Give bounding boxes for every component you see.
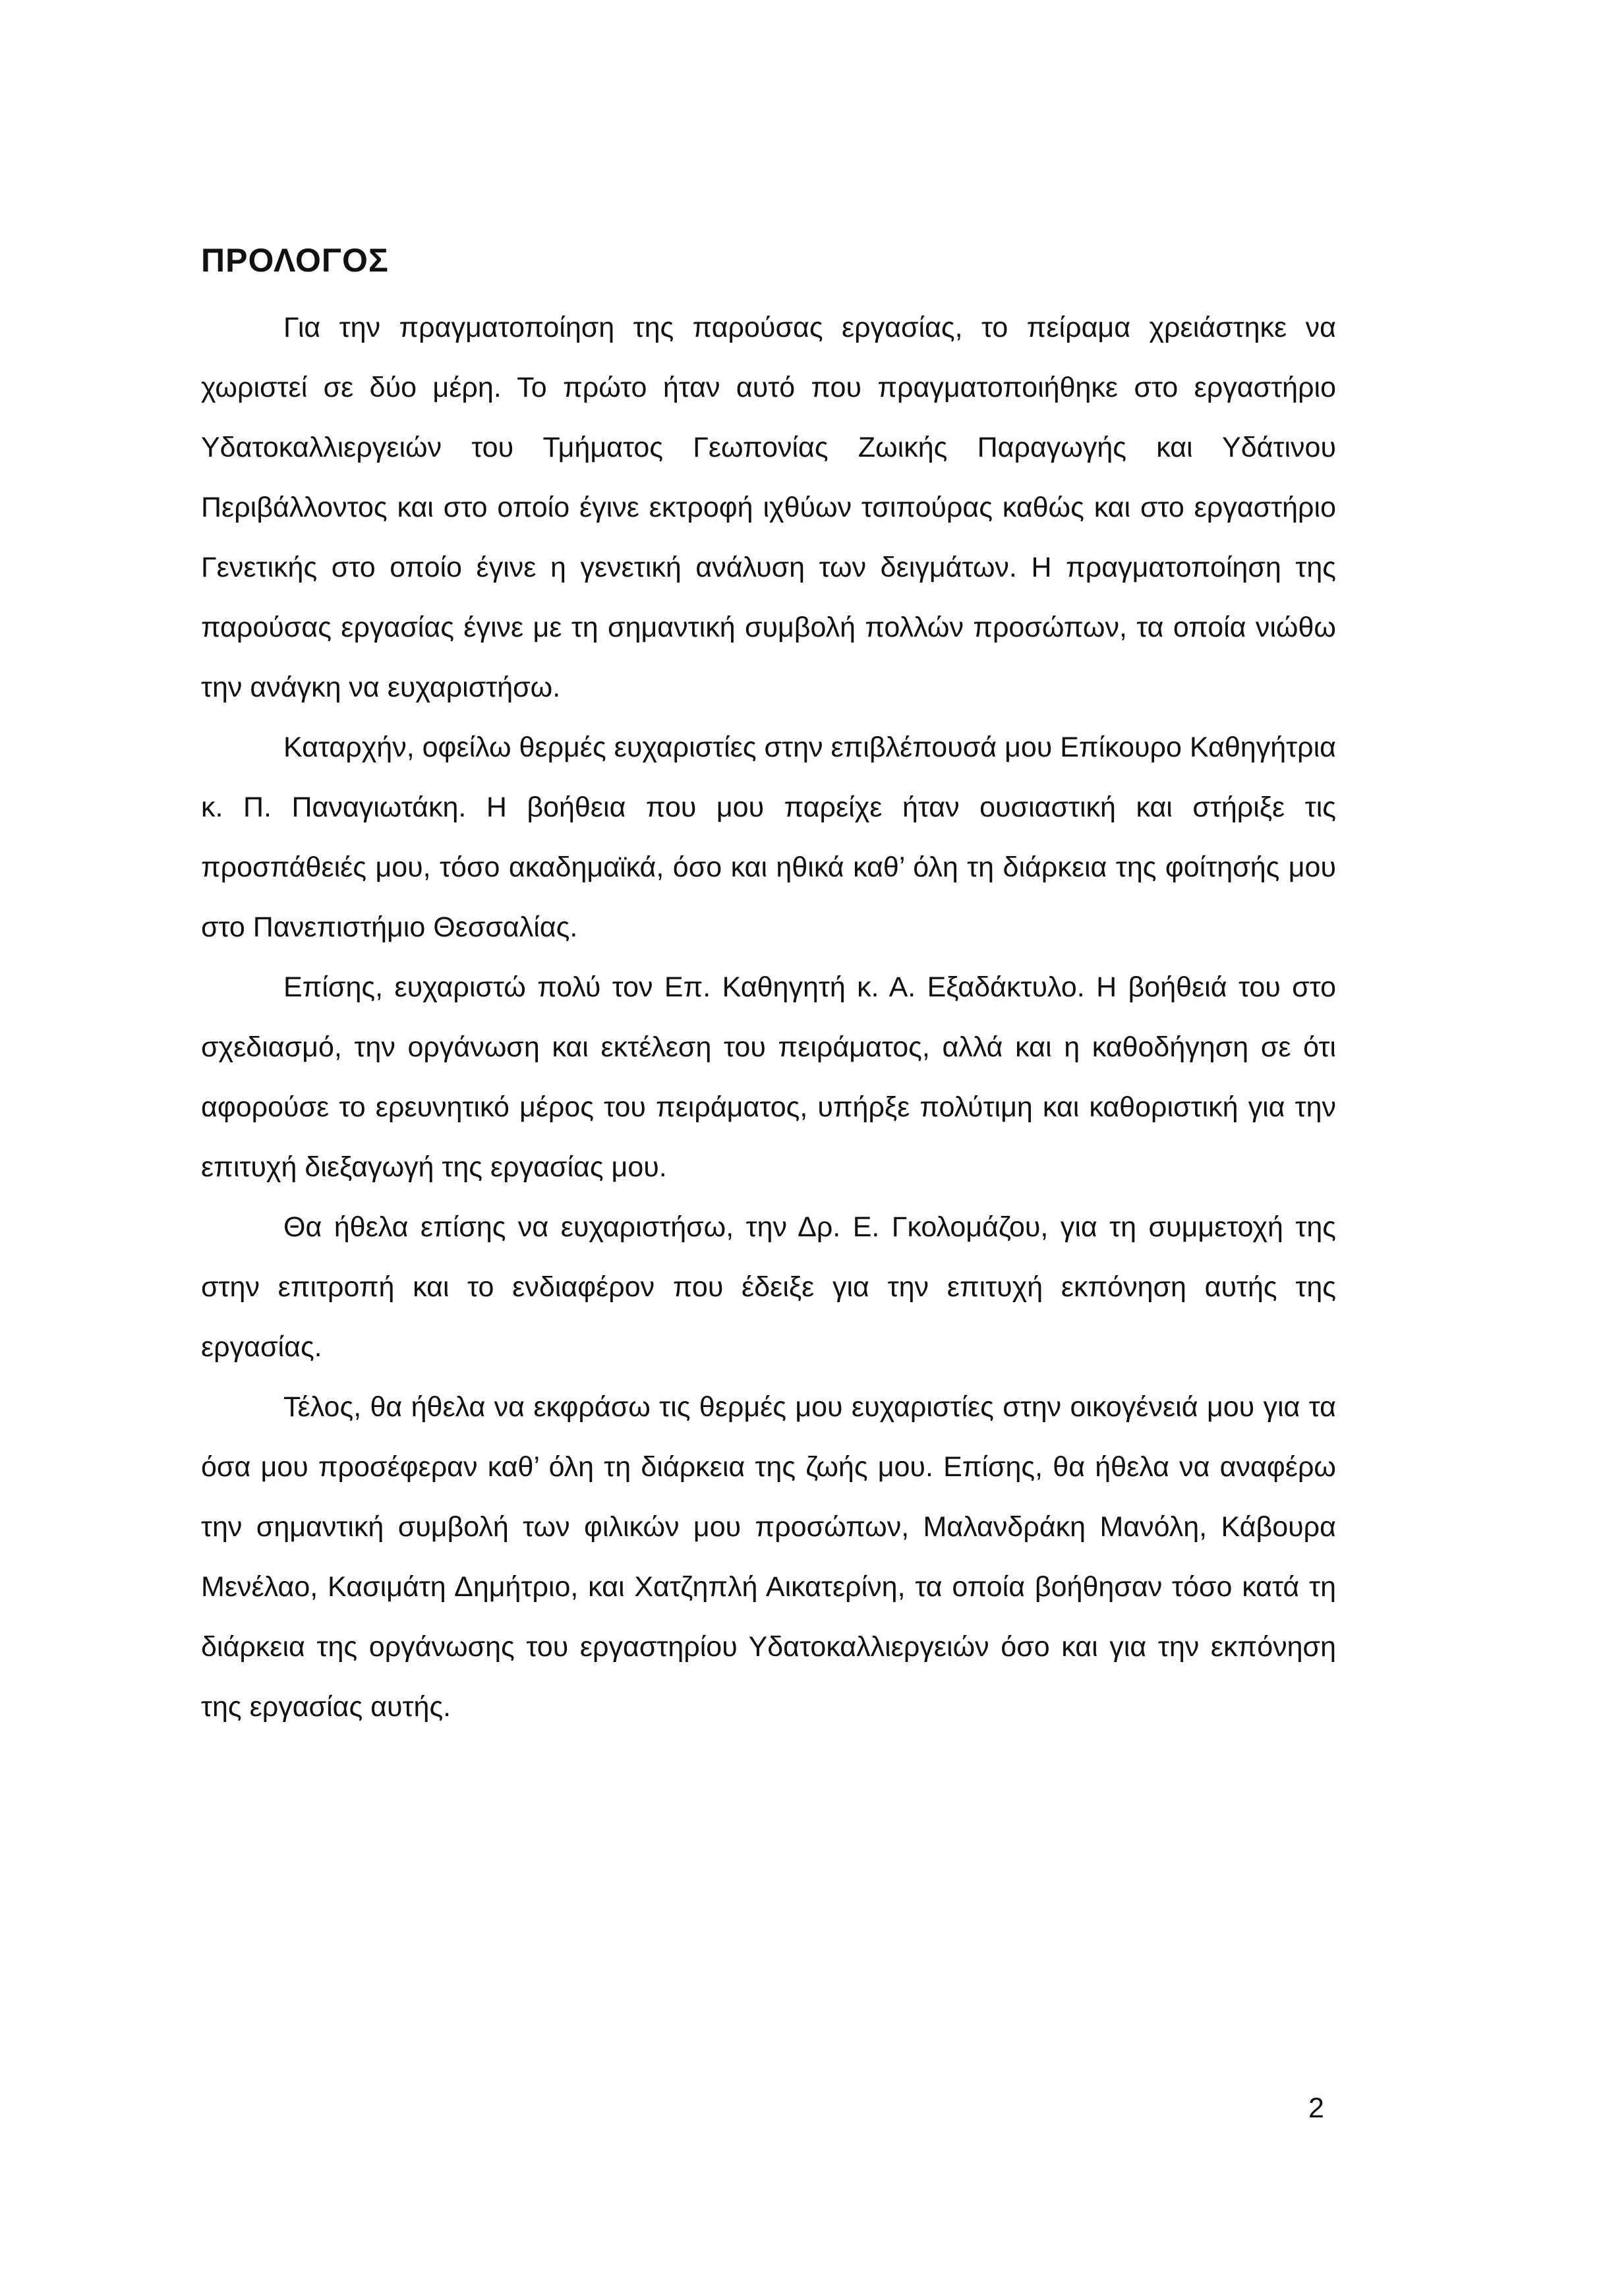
page-number: 2 [1308,2092,1324,2124]
paragraph-family-friends-thanks: Τέλος, θα ήθελα να εκφράσω τις θερμές μου ευχαριστίες στην οικογένειά μου για τα όσα μου προσέφεραν καθ’ όλη τη διάρκεια της ζωής μου. Επίσης, θα ήθελα να αναφέρω την σημαντική συμβολή των φιλικών μου προσώπων, Μαλανδράκη Μανόλη, Κάβουρα Μενέλαο, Κασιμάτη Δημήτριο, και Χατζηπλή Αικατερίνη, τα οποία βοήθησαν τόσο κατά τη διάρκεια της οργάνωσης του εργαστηρίου Υδατοκαλλιεργειών όσο και για την εκπόνηση της εργασίας αυτής. [201,1391,1336,1723]
section-heading: ΠΡΟΛΟΓΟΣ [201,242,389,279]
paragraph-supervisor-thanks: Καταρχήν, οφείλω θερμές ευχαριστίες στην επιβλέπουσά μου Επίκουρο Καθηγήτρια κ. Π. Παναγιωτάκη. Η βοήθεια που μου παρείχε ήταν ουσιαστική και στήριξε τις προσπάθειές μου, τόσο ακαδημαϊκά, όσο και ηθικά καθ’ όλη τη διάρκεια της φοίτησής μου στο Πανεπιστήμιο Θεσσαλίας. [201,732,1336,943]
paragraph-committee-thanks: Θα ήθελα επίσης να ευχαριστήσω, την Δρ. Ε. Γκολομάζου, για τη συμμετοχή της στην επιτροπή και το ενδιαφέρον που έδειξε για την επιτυχή εκπόνηση αυτής της εργασίας. [201,1211,1336,1363]
paragraph-intro: Για την πραγματοποίηση της παρούσας εργασίας, το πείραμα χρειάστηκε να χωριστεί σε δύο μέρη. Το πρώτο ήταν αυτό που πραγματοποιήθηκε στο εργαστήριο Υδατοκαλλιεργειών του Τμήματος Γεωπονίας Ζωικής Παραγωγής και Υδάτινου Περιβάλλοντος και στο οποίο έγινε εκτροφή ιχθύων τσιπούρας καθώς και στο εργαστήριο Γενετικής στο οποίο έγινε η γενετική ανάλυση των δειγμάτων. Η πραγματοποίηση της παρούσας εργασίας έγινε με τη σημαντική συμβολή πολλών προσώπων, τα οποία νιώθω την ανάγκη να ευχαριστήσω. [201,312,1336,703]
paragraph-professor-thanks: Επίσης, ευχαριστώ πολύ τον Επ. Καθηγητή κ. Α. Εξαδάκτυλο. Η βοήθειά του στο σχεδιασμό, την οργάνωση και εκτέλεση του πειράματος, αλλά και η καθοδήγηση σε ότι αφορούσε το ερευνητικό μέρος του πειράματος, υπήρξε πολύτιμη και καθοριστική για την επιτυχή διεξαγωγή της εργασίας μου. [201,971,1336,1183]
body-text [201,298,1336,1737]
